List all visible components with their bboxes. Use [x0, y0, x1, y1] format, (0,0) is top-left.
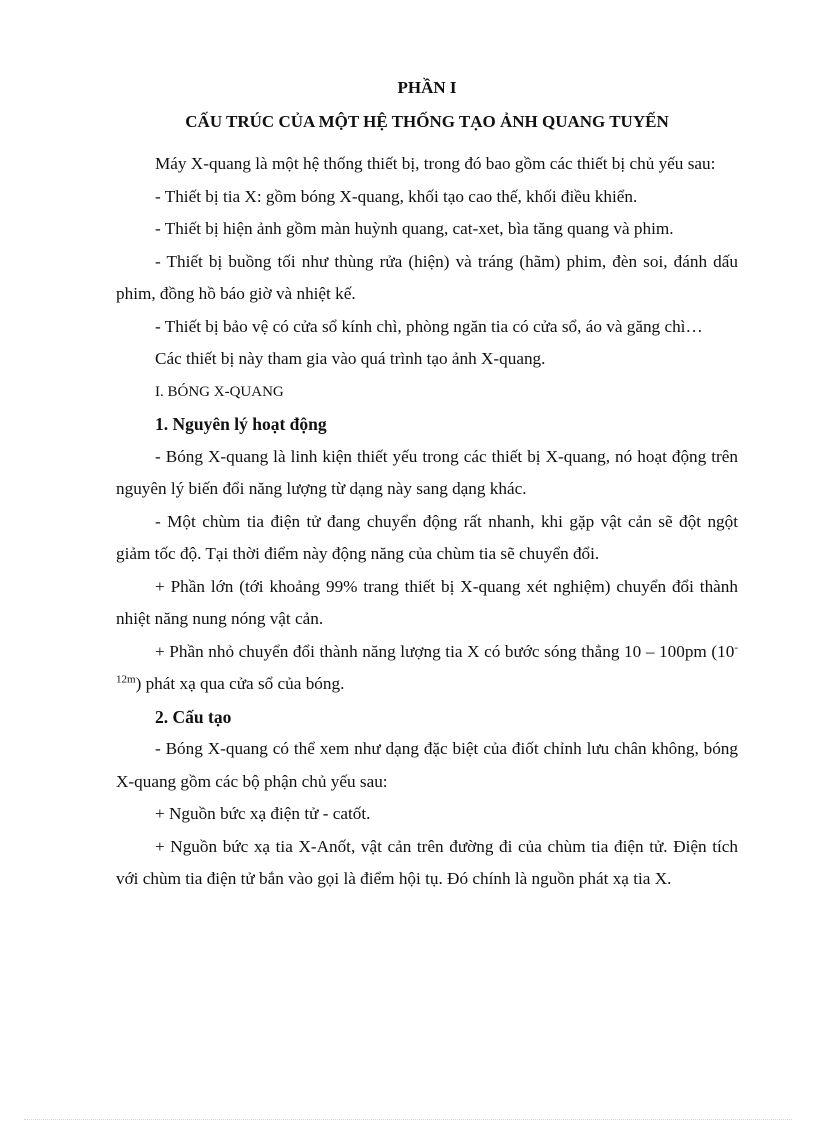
page-content: [116, 74, 738, 896]
page-bottom-divider: [24, 1119, 792, 1120]
subheading-structure: 2. Cấu tạo: [155, 706, 232, 727]
paragraph-protection-equipment: - Thiết bị bảo vệ có cửa sổ kính chì, phòng ngăn tia có cửa sổ, áo và găng chì…: [155, 316, 703, 336]
paragraph-tube-structure: - Bóng X-quang có thể xem như dạng đặc biệt của điốt chỉnh lưu chân không, bóng X-quang gồm các bộ phận chủ yếu sau:: [116, 739, 738, 791]
paragraph-xray-equipment: - Thiết bị tia X: gồm bóng X-quang, khối tạo cao thế, khối điều khiển.: [155, 186, 638, 206]
part-title: PHẦN I: [397, 78, 457, 97]
wavelength-exponent: -12m: [116, 640, 738, 686]
paragraph-heat-conversion: + Phần lớn (tới khoảng 99% trang thiết bị X-quang xét nghiệm) chuyển đổi thành nhiệt năng nung nóng vật cản.: [116, 576, 738, 628]
section-heading-xray-tube: I. BÓNG X-QUANG: [155, 383, 284, 400]
paragraph-xray-conversion-end: ) phát xạ qua cửa sổ của bóng.: [135, 674, 345, 693]
paragraph-tube-principle: - Bóng X-quang là linh kiện thiết yếu trong các thiết bị X-quang, nó hoạt động trên nguyên lý biến đổi năng lượng từ dạng này sang dạng khác.: [116, 446, 738, 498]
paragraph-xray-conversion: [116, 636, 738, 701]
paragraph-summary: Các thiết bị này tham gia vào quá trình tạo ảnh X-quang.: [155, 349, 546, 368]
paragraph-cathode: + Nguồn bức xạ điện tử - catốt.: [155, 804, 371, 823]
main-title: CẤU TRÚC CỦA MỘT HỆ THỐNG TẠO ẢNH QUANG TUYẾN: [185, 112, 669, 131]
paragraph-xray-conversion-start: + Phần nhỏ chuyển đổi thành năng lượng tia X có bước sóng thẳng 10 – 100pm (10: [155, 641, 735, 661]
subheading-operating-principle: 1. Nguyên lý hoạt động: [155, 414, 327, 434]
paragraph-intro: Máy X-quang là một hệ thống thiết bị, trong đó bao gồm các thiết bị chủ yếu sau:: [155, 154, 716, 173]
paragraph-electron-beam: - Một chùm tia điện tử đang chuyển động rất nhanh, khi gặp vật cản sẽ đột ngột giảm tốc độ. Tại thời điểm này động năng của chùm tia sẽ chuyển đổi.: [116, 511, 738, 563]
paragraph-imaging-equipment: - Thiết bị hiện ảnh gồm màn huỳnh quang, cat-xet, bìa tăng quang và phim.: [155, 219, 674, 238]
paragraph-anode: + Nguồn bức xạ tia X-Anốt, vật cản trên đường đi của chùm tia điện tử. Điện tích với chùm tia điện tử bắn vào gọi là điểm hội tụ. Đó chính là nguồn phát xạ tia X.: [116, 836, 738, 888]
paragraph-darkroom-equipment: - Thiết bị buồng tối như thùng rửa (hiện) và tráng (hãm) phim, đèn soi, đánh dấu phim, đồng hồ báo giờ và nhiệt kế.: [116, 251, 738, 303]
